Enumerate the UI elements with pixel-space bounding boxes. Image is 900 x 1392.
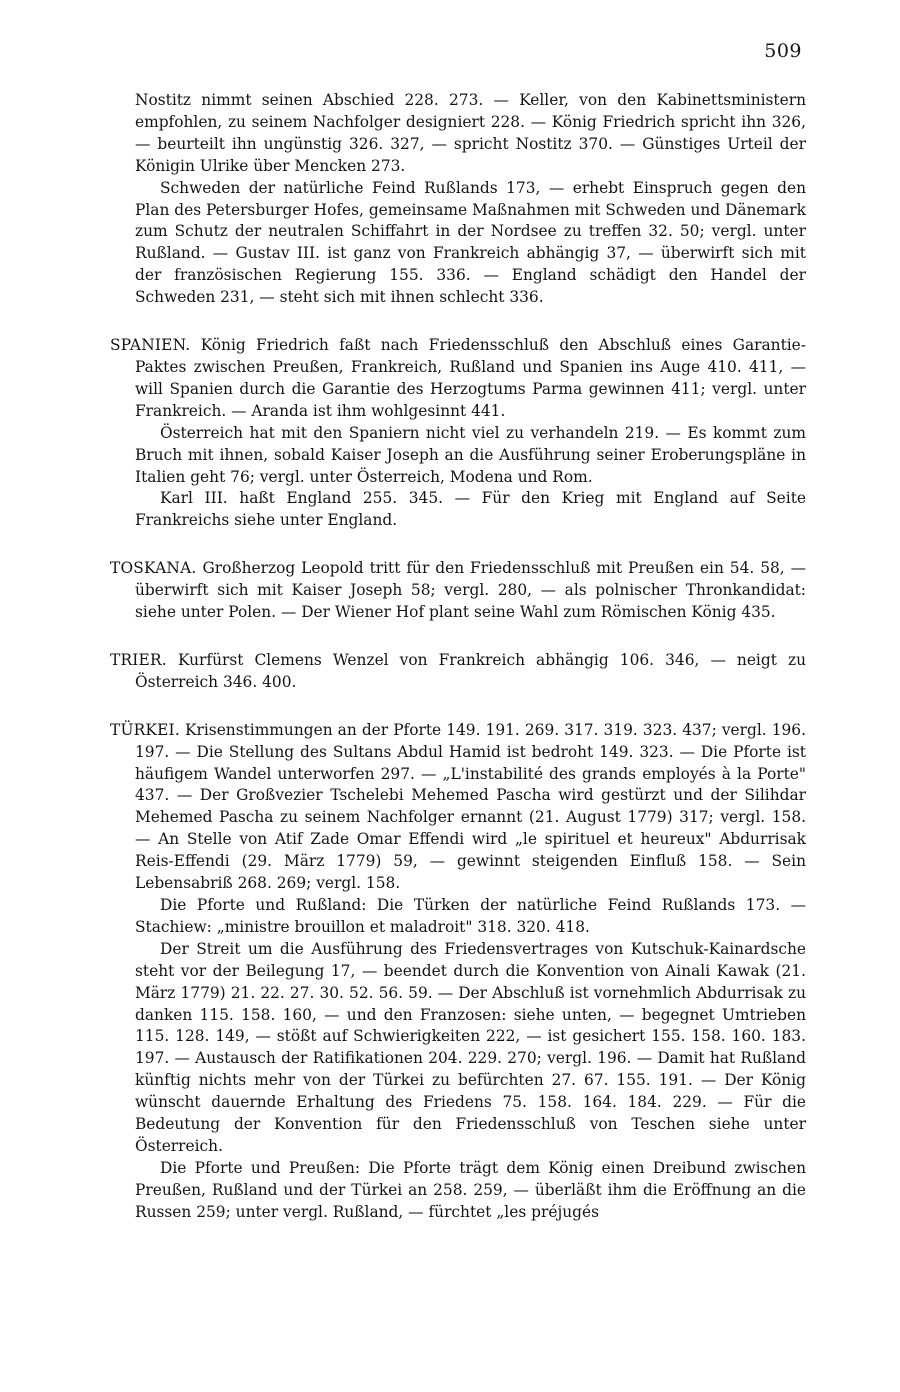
schweden-paragraph-2: Schweden der natürliche Feind Rußlands 173, — erhebt Einspruch gegen den Plan des Petersburger Hofes, gemeinsame Maßnahmen mit Schweden und Dänemark zum Schutz der neutralen Schiffahrt in der Nordsee zu treffen 32. 50; vergl. unter Rußland. — Gustav III. ist ganz von Frankreich abhängig 37, — überwirft sich mit der französischen Regierung 155. 336. — England schädigt den Handel der Schweden 231, — steht sich mit ihnen schlecht 336. bbox=[135, 178, 806, 307]
index-page-body bbox=[110, 90, 806, 1250]
page-number: 509 bbox=[764, 40, 802, 62]
entry-toskana bbox=[110, 558, 806, 624]
trier-heading: TRIER. bbox=[110, 650, 167, 669]
tuerkei-heading: TÜRKEI. bbox=[110, 720, 180, 739]
spanien-paragraph-3: Karl III. haßt England 255. 345. — Für den Krieg mit England auf Seite Frankreichs siehe unter England. bbox=[135, 489, 806, 530]
spanien-paragraph-2: Österreich hat mit den Spaniern nicht viel zu verhandeln 219. — Es kommt zum Bruch mit ihnen, sobald Kaiser Joseph an die Ausführung seiner Eroberungspläne in Italien geht 76; vergl. unter Österreich, Modena und Rom. bbox=[135, 423, 806, 486]
tuerkei-paragraph-3: Der Streit um die Ausführung des Friedensvertrages von Kutschuk-Kainardsche steht vor der Beilegung 17, — beendet durch die Konvention von Ainali Kawak (21. März 1779) 21. 22. 27. 30. 52. 56. 59. — Der Abschluß ist vornehmlich Abdurrisak zu danken 115. 158. 160, — und den Franzosen: siehe unten, — begegnet Umtrieben 115. 128. 149, — stößt auf Schwierigkeiten 222, — ist gesichert 155. 158. 160. 183. 197. — Austausch der Ratifikationen 204. 229. 270; vergl. 196. — Damit hat Rußland künftig nichts mehr von der Türkei zu befürchten 27. 67. 155. 191. — Der König wünscht dauernde Erhaltung des Friedens 75. 158. 164. 184. 229. — Für die Bedeutung der Konvention für den Friedensschluß von Teschen siehe unter Österreich. bbox=[135, 939, 806, 1155]
tuerkei-text-1: Krisenstimmungen an der Pforte 149. 191. 269. 317. 319. 323. 437; vergl. 196. 197. — Die Stellung des Sultans Abdul Hamid ist bedroht 149. 323. — Die Pforte ist häufigem Wandel unterworfen 297. — „L'instabilité des grands employés à la Porte" 437. — Der Großvezier Tschelebi Mehemed Pascha wird gestürzt und der Silihdar Mehemed Pascha zu seinem Nachfolger ernannt (21. August 1779) 317; vergl. 158. — An Stelle von Atif Zade Omar Effendi wird „le spirituel et heureux" Abdurrisak Reis-Effendi (29. März 1779) 59, — gewinnt steigenden Einfluß 158. — Sein Lebensabriß 268. 269; vergl. 158. bbox=[135, 720, 806, 893]
toskana-paragraph-1 bbox=[110, 558, 806, 624]
trier-text-1: Kurfürst Clemens Wenzel von Frankreich abhängig 106. 346, — neigt zu Österreich 346. 400. bbox=[135, 650, 806, 691]
spanien-heading: SPANIEN. bbox=[110, 336, 191, 355]
toskana-heading: TOSKANA. bbox=[110, 559, 197, 578]
tuerkei-paragraph-2: Die Pforte und Rußland: Die Türken der natürliche Feind Rußlands 173. — Stachiew: „ministre brouillon et maladroit" 318. 320. 418. bbox=[135, 896, 806, 936]
spanien-paragraph-1 bbox=[110, 335, 806, 423]
tuerkei-paragraph-4: Die Pforte und Preußen: Die Pforte trägt dem König einen Dreibund zwischen Preußen, Rußland und der Türkei an 258. 259, — überläßt ihm die Eröffnung an die Russen 259; unter vergl. Rußland, — fürchtet „les préjugés bbox=[135, 1158, 806, 1221]
toskana-text-1: Großherzog Leopold tritt für den Friedensschluß mit Preußen ein 54. 58, — überwirft sich mit Kaiser Joseph 58; vergl. 280, — als polnischer Thronkandidat: siehe unter Polen. — Der Wiener Hof plant seine Wahl zum Römischen König 435. bbox=[135, 559, 806, 622]
entry-trier bbox=[110, 650, 806, 694]
tuerkei-paragraph-1 bbox=[110, 720, 806, 895]
schweden-paragraph-1: Nostitz nimmt seinen Abschied 228. 273. — Keller, von den Kabinettsministern empfohlen, zu seinem Nachfolger designiert 228. — König Friedrich spricht ihn 326, — beurteilt ihn ungünstig 326. 327, — spricht Nostitz 370. — Günstiges Urteil der Königin Ulrike über Mencken 273. bbox=[135, 91, 806, 175]
entry-tuerkei bbox=[110, 720, 806, 1224]
spanien-text-1: König Friedrich faßt nach Friedensschluß den Abschluß eines Garantie-Paktes zwischen Preußen, Frankreich, Rußland und Spanien ins Auge 410. 411, — will Spanien durch die Garantie des Herzogtums Parma gewinnen 411; vergl. unter Frankreich. — Aranda ist ihm wohlgesinnt 441. bbox=[135, 336, 806, 420]
trier-paragraph-1 bbox=[110, 650, 806, 694]
entry-schweden-continued bbox=[110, 90, 806, 309]
entry-spanien bbox=[110, 335, 806, 532]
